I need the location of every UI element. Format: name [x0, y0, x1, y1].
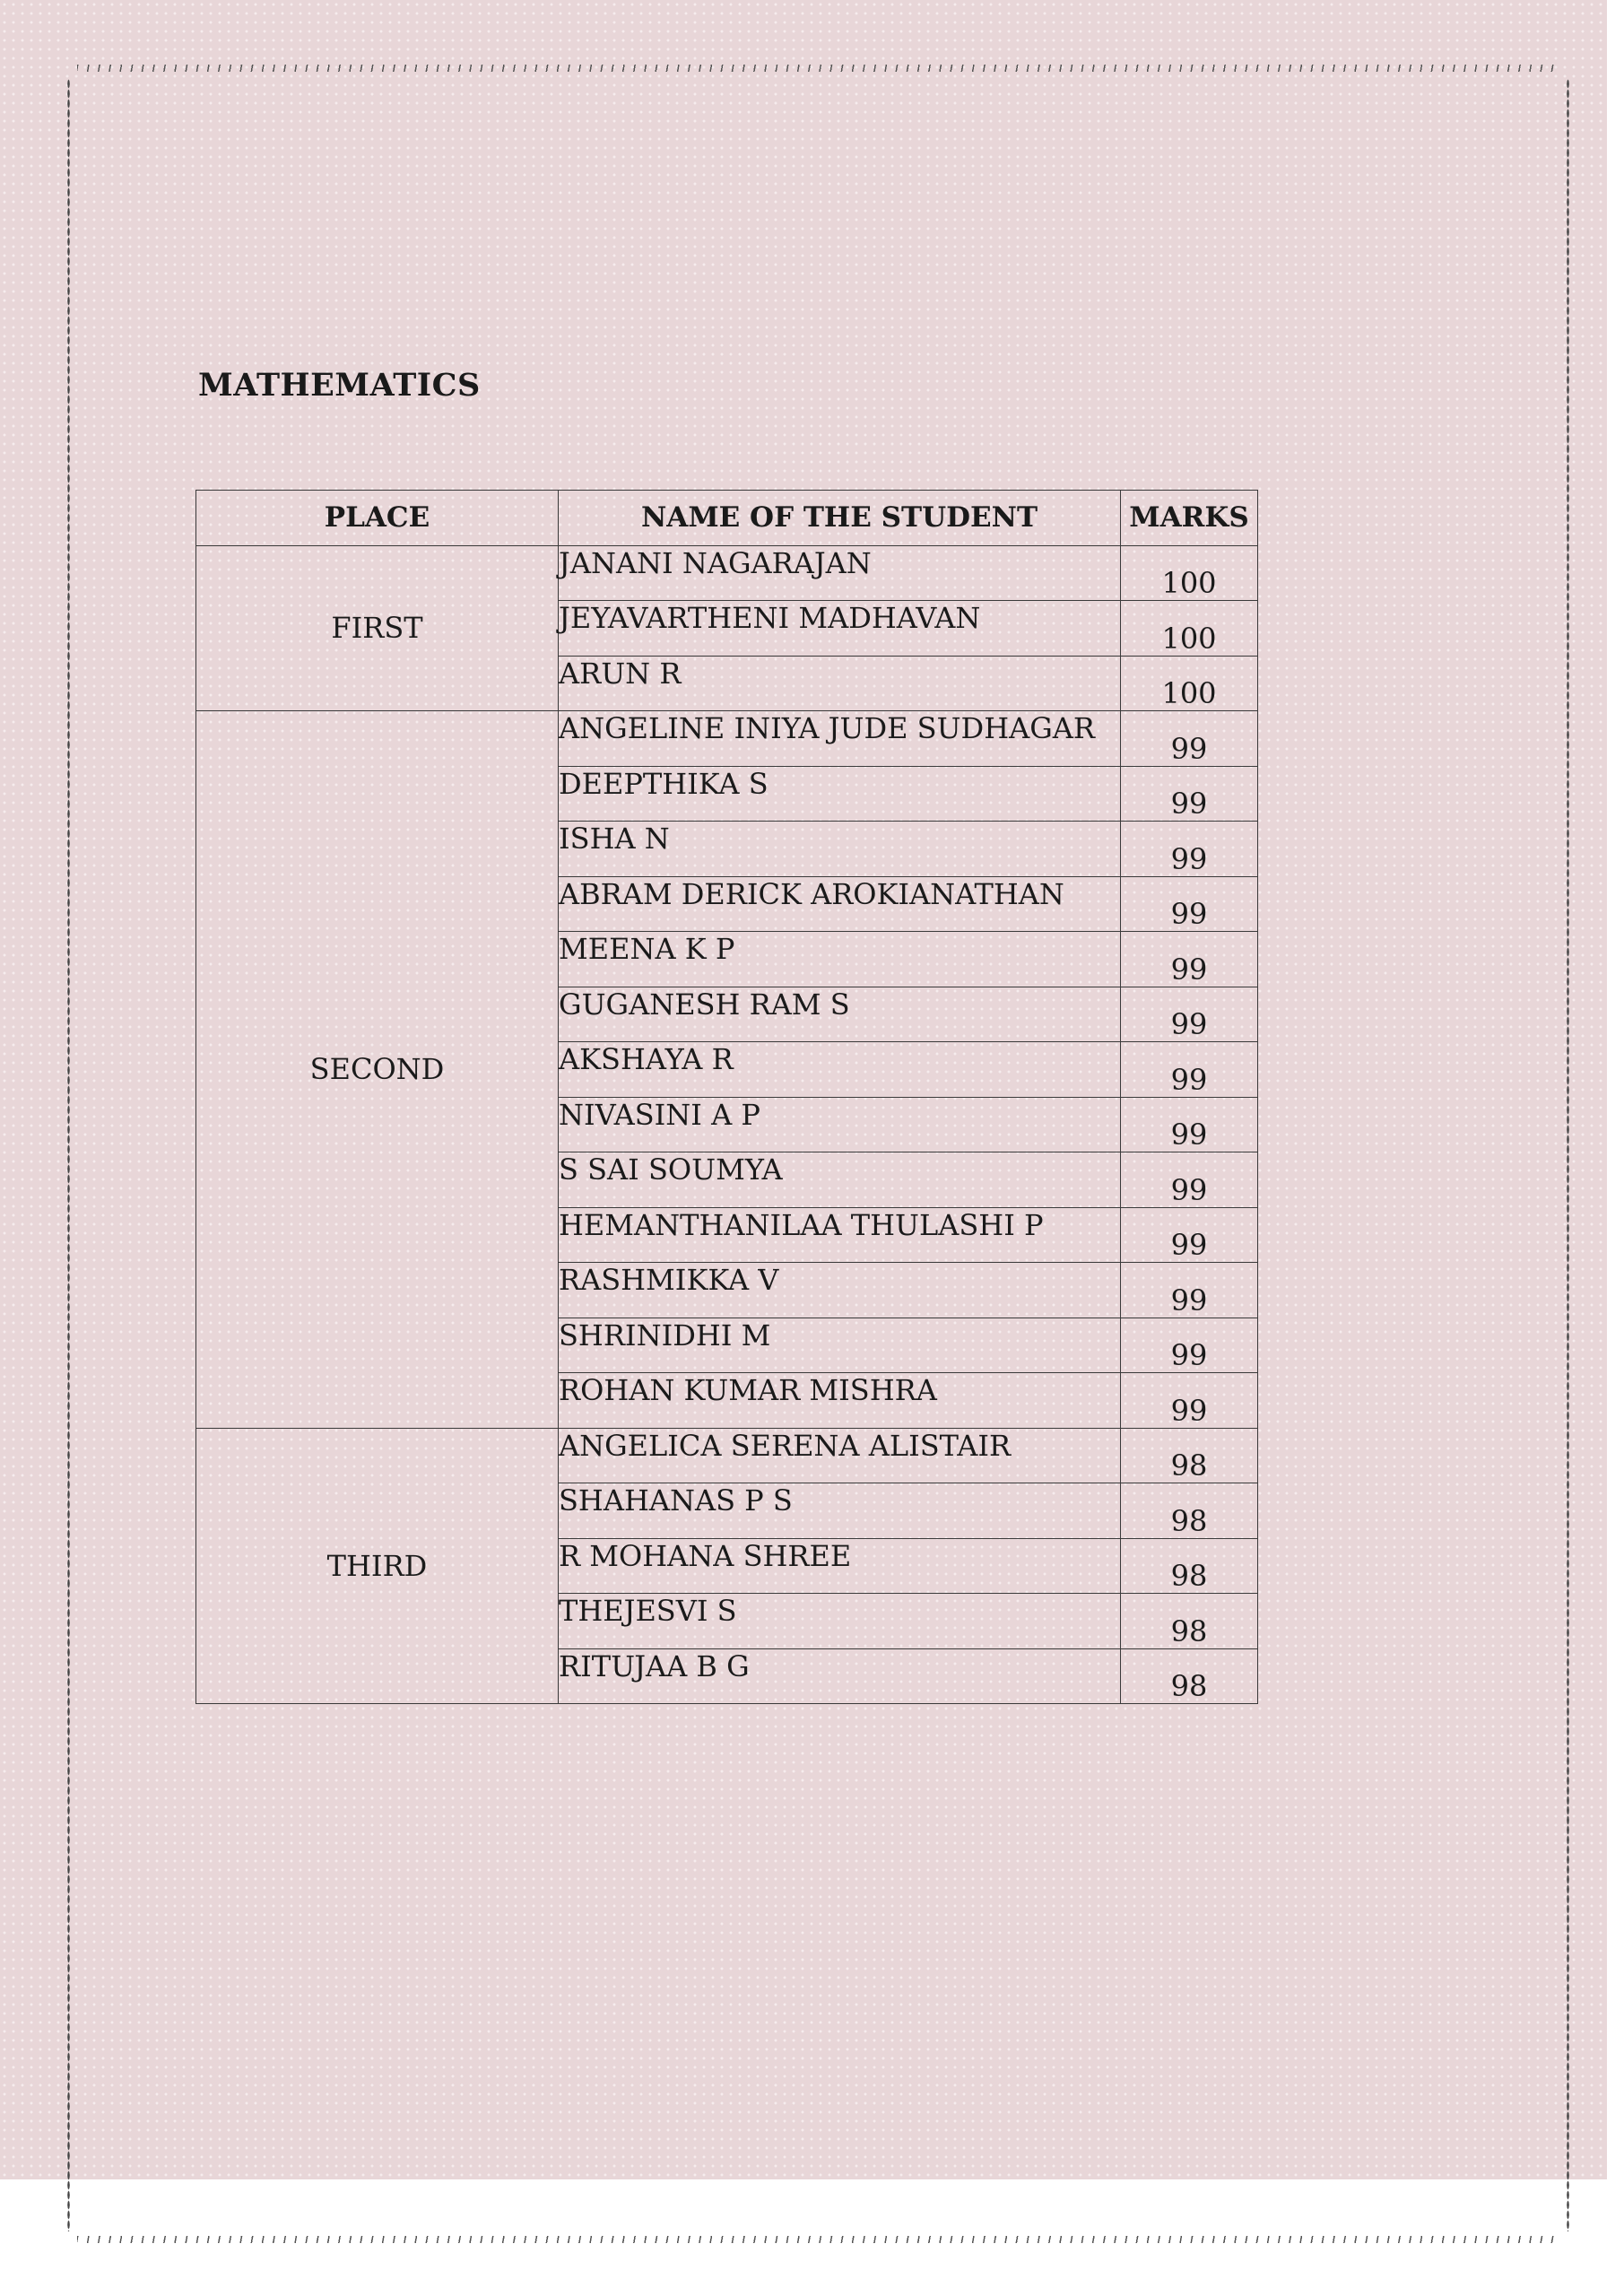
student-name-cell: JANANI NAGARAJAN: [559, 545, 1121, 601]
student-name-cell: R MOHANA SHREE: [559, 1538, 1121, 1594]
marks-cell: 99: [1121, 1152, 1258, 1208]
marks-cell: 98: [1121, 1648, 1258, 1704]
header-student-name: NAME OF THE STUDENT: [559, 491, 1121, 546]
student-name-cell: ARUN R: [559, 656, 1121, 711]
marks-cell: 99: [1121, 1263, 1258, 1318]
student-name-cell: THEJESVI S: [559, 1594, 1121, 1649]
marks-cell: 99: [1121, 1207, 1258, 1263]
student-name-cell: HEMANTHANILAA THULASHI P: [559, 1207, 1121, 1263]
student-name-cell: S SAI SOUMYA: [559, 1152, 1121, 1208]
marks-cell: 98: [1121, 1538, 1258, 1594]
student-name-cell: GUGANESH RAM S: [559, 987, 1121, 1042]
table-row: [196, 711, 1258, 767]
student-name-cell: SHRINIDHI M: [559, 1318, 1121, 1373]
marks-cell: 99: [1121, 766, 1258, 822]
decorative-border-right: [1567, 79, 1569, 2231]
marks-cell: 98: [1121, 1483, 1258, 1539]
results-body: [196, 545, 1258, 1704]
marks-cell: 99: [1121, 932, 1258, 987]
place-cell: THIRD: [196, 1428, 559, 1704]
marks-cell: 99: [1121, 1373, 1258, 1429]
marks-cell: 99: [1121, 876, 1258, 932]
decorative-border-bottom: [77, 2236, 1560, 2243]
student-name-cell: JEYAVARTHENI MADHAVAN: [559, 601, 1121, 657]
student-name-cell: SHAHANAS P S: [559, 1483, 1121, 1539]
student-name-cell: MEENA K P: [559, 932, 1121, 987]
marks-cell: 98: [1121, 1594, 1258, 1649]
marks-cell: 99: [1121, 711, 1258, 767]
student-name-cell: ROHAN KUMAR MISHRA: [559, 1373, 1121, 1429]
student-name-cell: DEEPTHIKA S: [559, 766, 1121, 822]
place-cell: FIRST: [196, 545, 559, 711]
table-row: [196, 545, 1258, 601]
decorative-border-left: [67, 79, 70, 2231]
marks-cell: 100: [1121, 656, 1258, 711]
decorative-border-top: [77, 65, 1560, 72]
student-name-cell: ISHA N: [559, 822, 1121, 877]
marks-cell: 99: [1121, 1097, 1258, 1152]
marks-cell: 99: [1121, 987, 1258, 1042]
student-name-cell: RITUJAA B G: [559, 1648, 1121, 1704]
table-row: [196, 1428, 1258, 1483]
header-marks: MARKS: [1121, 491, 1258, 546]
student-name-cell: ANGELINE INIYA JUDE SUDHAGAR: [559, 711, 1121, 767]
student-name-cell: ABRAM DERICK AROKIANATHAN: [559, 876, 1121, 932]
subject-title: MATHEMATICS: [198, 367, 481, 404]
table-header-row: [196, 491, 1258, 546]
place-cell: SECOND: [196, 711, 559, 1429]
marks-cell: 99: [1121, 1318, 1258, 1373]
results-table: [195, 490, 1258, 1704]
marks-cell: 98: [1121, 1428, 1258, 1483]
header-place: PLACE: [196, 491, 559, 546]
student-name-cell: NIVASINI A P: [559, 1097, 1121, 1152]
student-name-cell: AKSHAYA R: [559, 1042, 1121, 1098]
student-name-cell: ANGELICA SERENA ALISTAIR: [559, 1428, 1121, 1483]
marks-cell: 100: [1121, 601, 1258, 657]
marks-cell: 100: [1121, 545, 1258, 601]
student-name-cell: RASHMIKKA V: [559, 1263, 1121, 1318]
marks-cell: 99: [1121, 822, 1258, 877]
marks-cell: 99: [1121, 1042, 1258, 1098]
